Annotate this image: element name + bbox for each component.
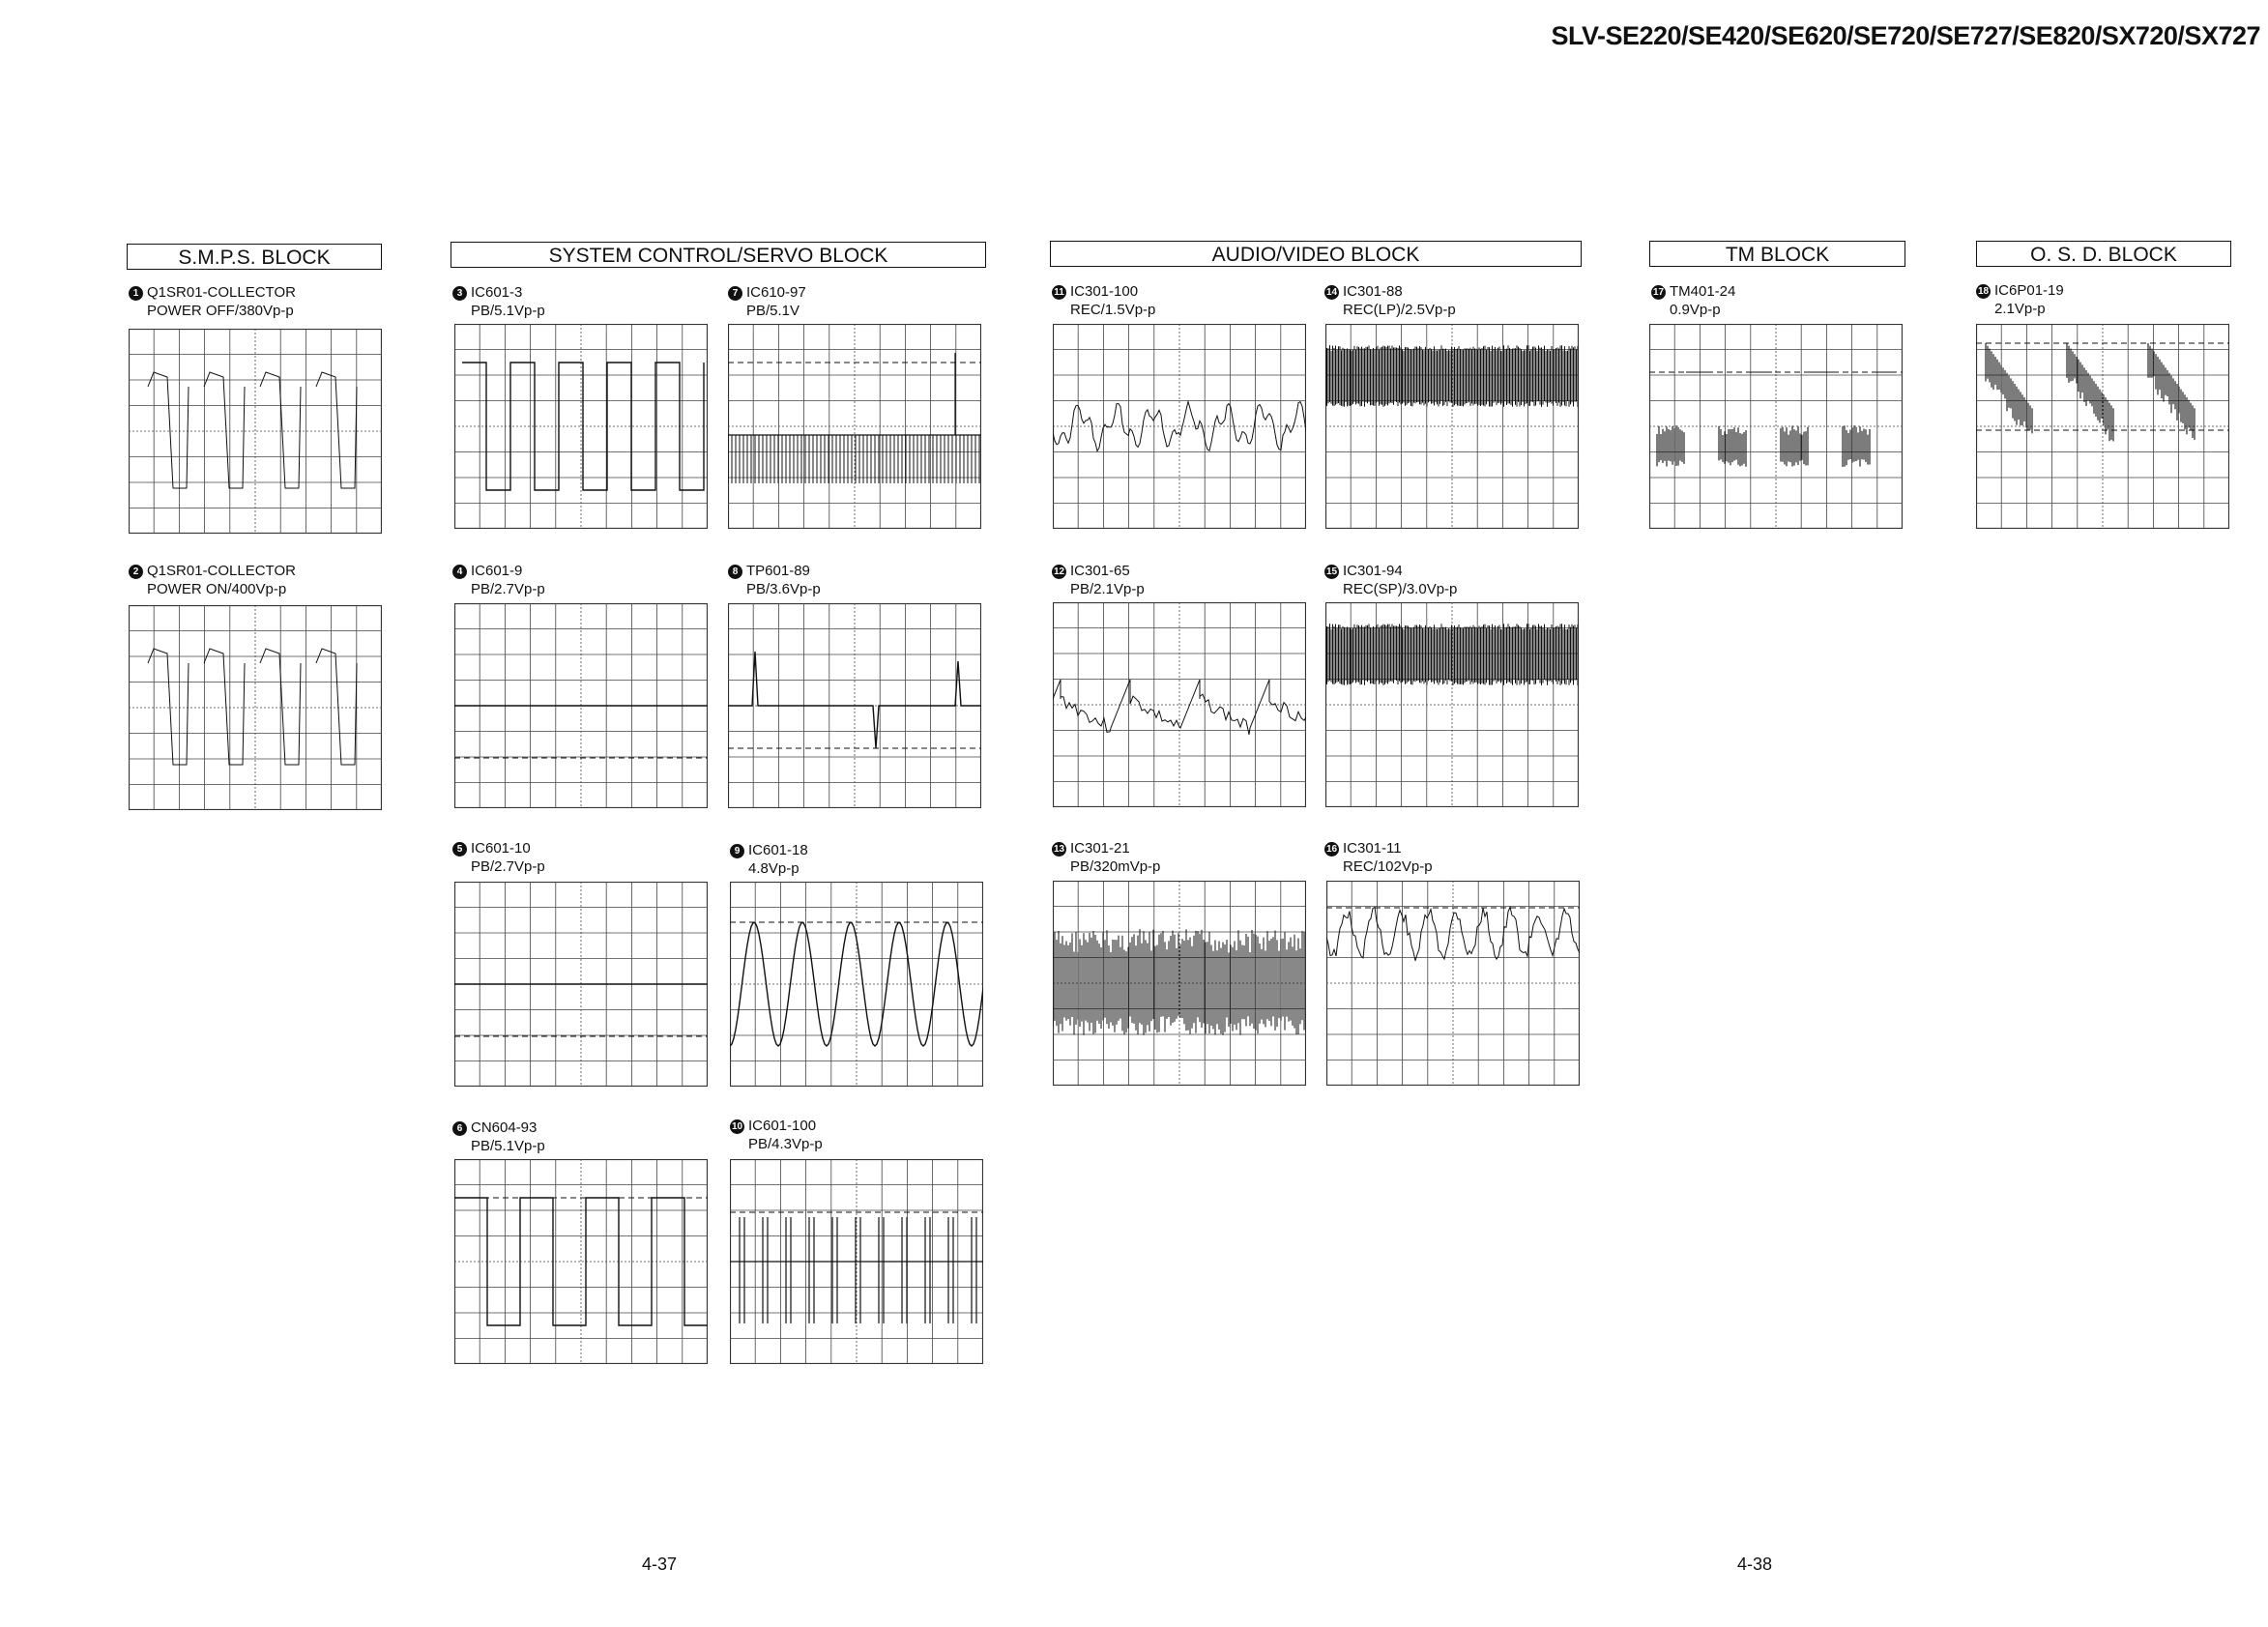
waveform-label-8: 8 TP601-89 PB/3.6Vp-p (728, 562, 821, 598)
waveform-label-6: 6 CN604-93 PB/5.1Vp-p (452, 1119, 545, 1155)
oscilloscope-grid (728, 603, 981, 808)
oscilloscope-screen-10 (730, 1159, 983, 1364)
oscilloscope-grid (1053, 881, 1306, 1086)
oscilloscope-screen-4 (454, 603, 708, 808)
oscilloscope-screen-12 (1053, 602, 1306, 807)
oscilloscope-screen-17 (1649, 324, 1903, 529)
waveform-label-3: 3 IC601-3 PB/5.1Vp-p (452, 283, 545, 320)
waveform-number-12: 12 (1053, 566, 1065, 577)
waveform-number-7: 7 (728, 286, 742, 301)
waveform-number-4: 4 (452, 565, 467, 579)
waveform-label-12: 12 IC301-65 PB/2.1Vp-p (1053, 563, 1145, 597)
oscilloscope-grid (1649, 324, 1903, 529)
document-title: SLV-SE220/SE420/SE620/SE720/SE727/SE820/SX720/SX727 (1551, 21, 2260, 50)
oscilloscope-screen-14 (1325, 324, 1579, 529)
oscilloscope-screen-6 (454, 1159, 708, 1364)
oscilloscope-grid (1325, 602, 1579, 807)
waveform-number-8: 8 (728, 565, 742, 579)
oscilloscope-screen-5 (454, 882, 708, 1087)
block-header-smps: S.M.P.S. BLOCK (127, 244, 382, 270)
oscilloscope-grid (129, 605, 382, 810)
block-header-osd: O. S. D. BLOCK (1976, 241, 2231, 267)
oscilloscope-grid (1053, 324, 1306, 529)
waveform-label-9: 9 IC601-18 4.8Vp-p (730, 841, 808, 878)
waveform-label-17: 17 TM401-24 0.9Vp-p (1652, 283, 1736, 318)
page-number-left: 4-37 (642, 1554, 678, 1574)
oscilloscope-grid (129, 329, 382, 534)
block-header-tm: TM BLOCK (1649, 241, 1905, 267)
waveform-label-11: 11 IC301-100 REC/1.5Vp-p (1052, 282, 1155, 319)
waveform-label-18: 18 IC6P01-19 2.1Vp-p (1977, 282, 2064, 317)
oscilloscope-screen-16 (1326, 881, 1580, 1086)
waveform-label-5: 5 IC601-10 PB/2.7Vp-p (452, 839, 545, 876)
waveform-number-16: 16 (1325, 843, 1338, 855)
oscilloscope-grid (1325, 324, 1579, 529)
oscilloscope-grid (454, 324, 708, 529)
oscilloscope-screen-8 (728, 603, 981, 808)
page-number-right: 4-38 (1737, 1554, 1773, 1574)
oscilloscope-grid (1326, 881, 1580, 1086)
waveform-number-5: 5 (452, 842, 467, 857)
waveform-label-10: 10 IC601-100 PB/4.3Vp-p (731, 1118, 823, 1152)
waveform-number-2: 2 (129, 565, 143, 579)
waveform-label-13: 13 IC301-21 PB/320mVp-p (1053, 840, 1161, 875)
oscilloscope-grid (1976, 324, 2229, 529)
oscilloscope-grid (454, 1159, 708, 1364)
waveform-number-11: 11 (1052, 285, 1066, 300)
oscilloscope-screen-2 (129, 605, 382, 810)
oscilloscope-grid (730, 1159, 983, 1364)
oscilloscope-screen-7 (728, 324, 981, 529)
waveform-label-14: 14 IC301-88 REC(LP)/2.5Vp-p (1325, 283, 1456, 318)
oscilloscope-screen-15 (1325, 602, 1579, 807)
oscilloscope-screen-1 (129, 329, 382, 534)
waveform-label-7: 7 IC610-97 PB/5.1V (728, 283, 806, 320)
oscilloscope-screen-13 (1053, 881, 1306, 1086)
waveform-number-9: 9 (730, 844, 744, 858)
waveform-label-4: 4 IC601-9 PB/2.7Vp-p (452, 562, 545, 598)
waveform-number-17: 17 (1652, 286, 1665, 298)
waveform-number-1: 1 (129, 286, 143, 301)
waveform-label-2: 2 Q1SR01-COLLECTOR POWER ON/400Vp-p (129, 562, 296, 598)
waveform-number-14: 14 (1325, 286, 1338, 298)
waveform-number-10: 10 (731, 1120, 743, 1132)
oscilloscope-grid (730, 882, 983, 1087)
waveform-label-16: 16 IC301-11 REC/102Vp-p (1325, 840, 1433, 875)
oscilloscope-screen-18 (1976, 324, 2229, 529)
oscilloscope-grid (728, 324, 981, 529)
oscilloscope-grid (454, 603, 708, 808)
waveform-number-6: 6 (452, 1121, 467, 1136)
oscilloscope-screen-9 (730, 882, 983, 1087)
block-header-system-control: SYSTEM CONTROL/SERVO BLOCK (451, 242, 986, 268)
waveform-label-15: 15 IC301-94 REC(SP)/3.0Vp-p (1325, 563, 1458, 597)
oscilloscope-screen-3 (454, 324, 708, 529)
oscilloscope-grid (1053, 602, 1306, 807)
oscilloscope-grid (454, 882, 708, 1087)
waveform-number-18: 18 (1977, 285, 1990, 297)
waveform-number-13: 13 (1053, 843, 1065, 855)
waveform-number-3: 3 (452, 286, 467, 301)
waveform-label-1: 1 Q1SR01-COLLECTOR POWER OFF/380Vp-p (129, 283, 296, 320)
waveform-number-15: 15 (1325, 566, 1338, 577)
block-header-audio-video: AUDIO/VIDEO BLOCK (1050, 241, 1582, 267)
oscilloscope-screen-11 (1053, 324, 1306, 529)
